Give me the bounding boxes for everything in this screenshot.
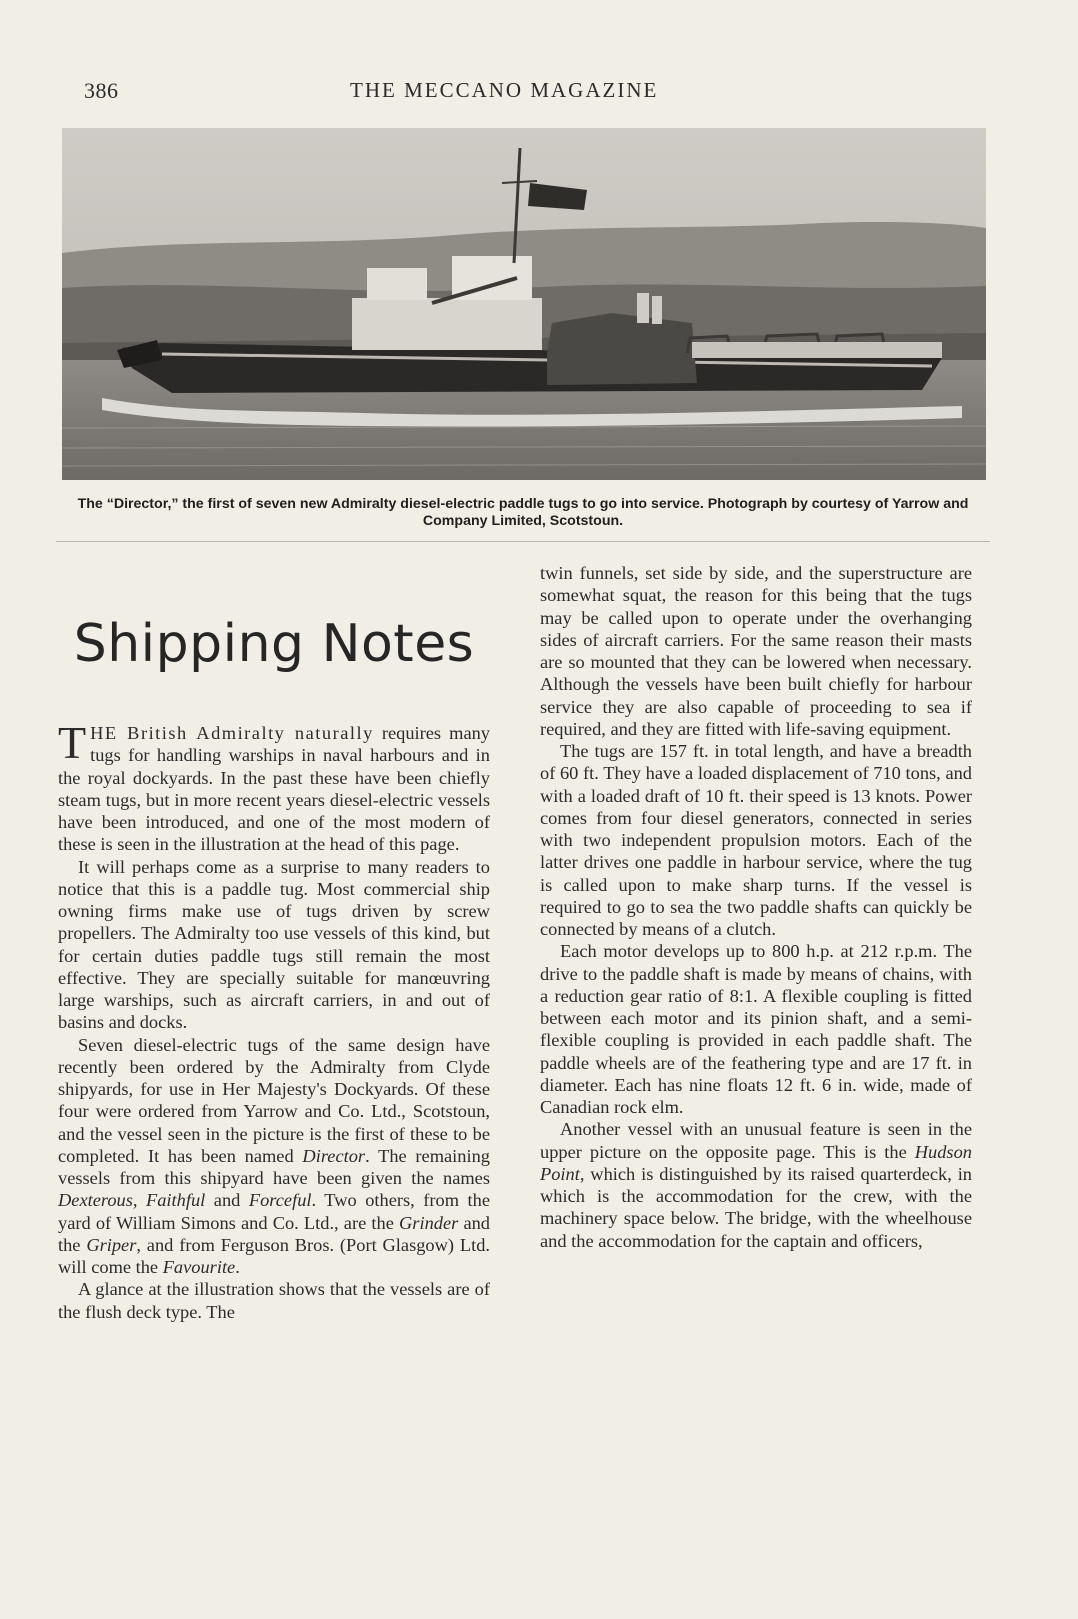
page-header: [80, 78, 980, 108]
paragraph-1: [58, 717, 490, 856]
paragraph-2: It will perhaps come as a surprise to many readers to notice that this is a paddle tug. Most commercial ship owning firms make use of tugs driven by screw propellers. The Admiralty too use vessels of this kind, but for certain duties paddle tugs still remain the most effective. They are specially suitable for manœuvring large warships, such as aircraft carriers, in and out of basins and docks.: [58, 856, 490, 1033]
article-column-right: [540, 562, 972, 1252]
paragraph-5: twin funnels, set side by side, and the superstructure are somewhat squat, the reason for this being that the tugs may be called upon to operate under the overhanging sides of aircraft carriers. For the same reason their masts are so mounted that they can be lowered when necessary. Although the vessels have been built chiefly for harbour service they are also capable of proceeding to sea if required, and they are fitted with life-saving equipment.: [540, 563, 972, 739]
paragraph-8: Another vessel with an unusual feature is seen in the upper picture on the opposite page. This is the Hudson Point, which is distinguished by its raised quarterdeck, in which is the accommodation for the crew, with the machinery space below. The bridge, with the wheelhouse and the accommodation for the captain and officers,: [540, 1119, 972, 1251]
page-number: 386: [84, 78, 119, 103]
article-title: Shipping Notes: [73, 614, 475, 674]
photo-caption: The “Director,” the first of seven new Admiralty diesel-electric paddle tugs to go into service. Photograph by courtesy of Yarrow and Company Limited, Scotstoun.: [77, 496, 969, 529]
running-title: THE MECCANO MAGAZINE: [350, 78, 659, 102]
lead-in: HE British Admiralty naturally: [90, 723, 374, 743]
article-column-left: [58, 562, 490, 1323]
drop-cap: T: [58, 717, 87, 768]
paragraph-4: A glance at the illustration shows that the vessels are of the flush deck type. The: [58, 1279, 490, 1322]
caption-divider: [56, 541, 990, 542]
paragraph-6: The tugs are 157 ft. in total length, and have a breadth of 60 ft. They have a loaded displacement of 710 tons, and with a loaded draft of 10 ft. their speed is 13 knots. Power comes from four diesel generators, connected in series with two independent propulsion motors. Each of the latter drives one paddle in harbour service, where the tug is called upon to make sharp turns. If the vessel is required to go to sea the two paddle shafts can quickly be connected by means of a clutch.: [540, 741, 972, 939]
paragraph-3: Seven diesel-electric tugs of the same design have recently been ordered by the Admiralty from Clyde shipyards, for use in Her Majesty's Dockyards. Of these four were ordered from Yarrow and Co. Ltd., Scotstoun, and the vessel seen in the picture is the first of these to be completed. It has been named Director. The remaining vessels from this shipyard have been given the names Dexterous, Faithful and Forceful. Two others, from the yard of William Simons and Co. Ltd., are the Grinder and the Griper, and from Ferguson Bros. (Port Glasgow) Ltd. will come the Favourite.: [58, 1034, 491, 1277]
paragraph-1-text: requires many tugs for handling warships in naval harbours and in the royal dockyards. In the past these have been chiefly steam tugs, but in more recent years diesel-electric vessels have been introduced, and one of the most modern of these is seen in the illustration at the head of this page.: [58, 723, 490, 855]
paragraph-7: Each motor develops up to 800 h.p. at 212 r.p.m. The drive to the paddle shaft is made by means of chains, with a reduction gear ratio of 8:1. A flexible coupling is fitted between each motor and its pinion shaft, and a semi-flexible coupling is provided in each paddle shaft. The paddle wheels are of the feathering type and are 17 ft. in diameter. Each has nine floats 12 ft. 6 in. wide, made of Canadian rock elm.: [540, 941, 972, 1117]
ship-photo: [62, 128, 986, 480]
